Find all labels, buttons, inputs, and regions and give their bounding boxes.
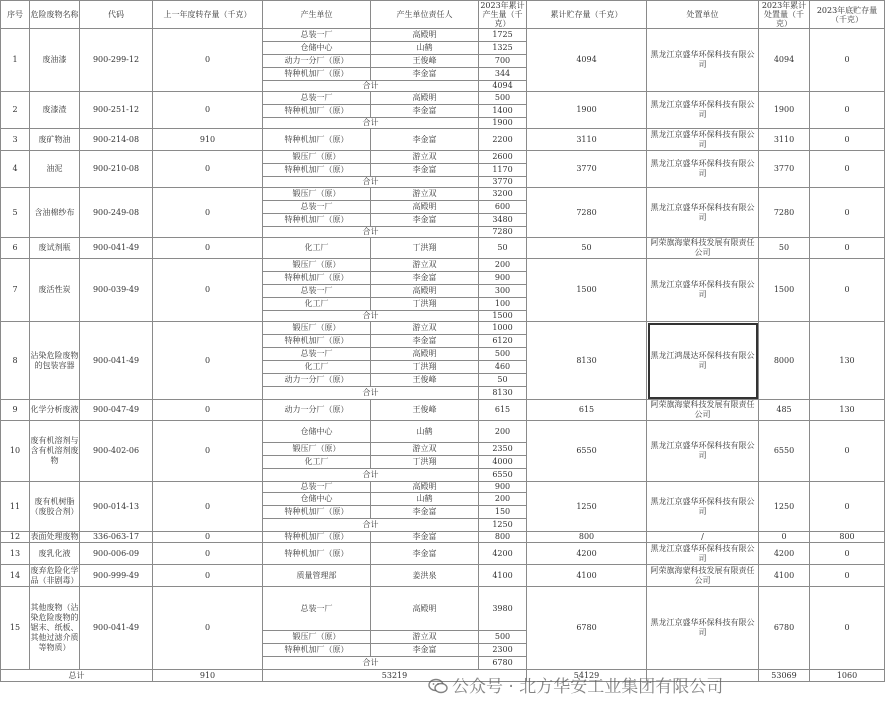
wechat-icon (428, 678, 448, 694)
responsible-person-cell: 姜洪泉 (371, 565, 479, 587)
generated-cell: 1000 (479, 322, 527, 335)
responsible-person-cell: 游立双 (371, 322, 479, 335)
waste-name-cell: 废有机树脂（废胶合剂） (30, 482, 80, 532)
prev-storage-cell: 910 (153, 129, 263, 151)
seq-cell: 9 (1, 400, 30, 421)
seq-cell: 14 (1, 565, 30, 587)
year-end-storage-cell: 130 (810, 322, 885, 400)
responsible-person-cell: 李金富 (371, 543, 479, 565)
waste-name-cell: 废矿物油 (30, 129, 80, 151)
responsible-person-cell: 山鹤 (371, 421, 479, 443)
generated-cell: 900 (479, 482, 527, 493)
table-row (1, 532, 885, 543)
generated-cell: 3200 (479, 188, 527, 201)
generated-cell: 615 (479, 400, 527, 421)
subtotal-label: 合计 (263, 311, 479, 322)
responsible-person-cell: 李金富 (371, 335, 479, 348)
code-cell: 900-210-08 (80, 151, 153, 188)
responsible-person-cell: 王俊峰 (371, 400, 479, 421)
subtotal-value: 6550 (479, 469, 527, 482)
producing-unit-cell: 特种机加厂（原） (263, 335, 371, 348)
disposal-unit-cell: 阿荣旗海蒙科技发展有限责任公司 (647, 400, 759, 421)
year-end-storage-cell: 0 (810, 151, 885, 188)
responsible-person-cell: 游立双 (371, 631, 479, 644)
subtotal-label: 合计 (263, 469, 479, 482)
table-row (1, 587, 885, 631)
responsible-person-cell: 高殿明 (371, 29, 479, 42)
generated-cell: 2300 (479, 644, 527, 657)
responsible-person-cell: 游立双 (371, 151, 479, 164)
table-row (1, 151, 885, 164)
producing-unit-cell: 特种机加厂（原） (263, 644, 371, 657)
generated-cell: 344 (479, 68, 527, 81)
generated-cell: 1725 (479, 29, 527, 42)
total-label: 总计 (1, 670, 153, 682)
year-end-storage-cell: 0 (810, 129, 885, 151)
header-waste-name: 危险废物名称 (30, 1, 80, 29)
generated-cell: 900 (479, 272, 527, 285)
subtotal-value: 3770 (479, 177, 527, 188)
generated-cell: 200 (479, 493, 527, 506)
generated-cell: 1325 (479, 42, 527, 55)
table-row (1, 259, 885, 272)
disposed-cell: 6550 (759, 421, 810, 482)
generated-cell: 2350 (479, 443, 527, 456)
producing-unit-cell: 特种机加厂（原） (263, 164, 371, 177)
producing-unit-cell: 化工厂 (263, 361, 371, 374)
disposal-unit-cell: 黑龙江京盛华环保科技有限公司 (647, 421, 759, 482)
prev-storage-cell: 0 (153, 238, 263, 259)
producing-unit-cell: 动力一分厂（原） (263, 400, 371, 421)
seq-cell: 13 (1, 543, 30, 565)
prev-storage-cell: 0 (153, 587, 263, 670)
header-responsible-person: 产生单位责任人 (371, 1, 479, 29)
producing-unit-cell: 特种机加厂（原） (263, 68, 371, 81)
header-row (1, 1, 885, 29)
waste-name-cell: 废油漆 (30, 29, 80, 92)
responsible-person-cell: 李金富 (371, 214, 479, 227)
header-cumulative-storage: 累计贮存量（千克） (527, 1, 647, 29)
generated-cell: 500 (479, 92, 527, 105)
responsible-person-cell: 高殿明 (371, 92, 479, 105)
disposed-cell: 6780 (759, 587, 810, 670)
producing-unit-cell: 总装一厂 (263, 587, 371, 631)
header-producing-unit: 产生单位 (263, 1, 371, 29)
producing-unit-cell: 锻压厂（原） (263, 151, 371, 164)
seq-cell: 2 (1, 92, 30, 129)
producing-unit-cell: 质量管理部 (263, 565, 371, 587)
seq-cell: 10 (1, 421, 30, 482)
generated-cell: 6120 (479, 335, 527, 348)
generated-cell: 700 (479, 55, 527, 68)
responsible-person-cell: 李金富 (371, 129, 479, 151)
producing-unit-cell: 动力一分厂（原） (263, 374, 371, 387)
table-row (1, 92, 885, 105)
producing-unit-cell: 仓储中心 (263, 42, 371, 55)
prev-storage-cell: 0 (153, 259, 263, 322)
disposal-unit-cell: 黑龙江京盛华环保科技有限公司 (647, 587, 759, 670)
producing-unit-cell: 锻压厂（原） (263, 631, 371, 644)
responsible-person-cell: 游立双 (371, 188, 479, 201)
responsible-person-cell: 李金富 (371, 506, 479, 519)
responsible-person-cell: 李金富 (371, 105, 479, 118)
cumulative-storage-cell: 1500 (527, 259, 647, 322)
prev-storage-cell: 0 (153, 482, 263, 532)
generated-cell: 500 (479, 631, 527, 644)
producing-unit-cell: 总装一厂 (263, 92, 371, 105)
disposed-cell: 485 (759, 400, 810, 421)
waste-name-cell: 废乳化液 (30, 543, 80, 565)
responsible-person-cell: 高殿明 (371, 587, 479, 631)
table-row (1, 29, 885, 42)
total-dispamt: 53069 (759, 670, 810, 682)
generated-cell: 100 (479, 298, 527, 311)
generated-cell: 200 (479, 421, 527, 443)
header-year-end-storage: 2023年底贮存量（千克） (810, 1, 885, 29)
table-row (1, 238, 885, 259)
disposed-cell: 4200 (759, 543, 810, 565)
prev-storage-cell: 0 (153, 565, 263, 587)
disposal-unit-cell: 黑龙江京盛华环保科技有限公司 (647, 129, 759, 151)
year-end-storage-cell: 0 (810, 29, 885, 92)
code-cell: 900-041-49 (80, 587, 153, 670)
header-disposal-unit: 处置单位 (647, 1, 759, 29)
producing-unit-cell: 锻压厂（原） (263, 188, 371, 201)
code-cell: 900-251-12 (80, 92, 153, 129)
waste-name-cell: 含油棉纱布 (30, 188, 80, 238)
waste-name-cell: 废活性炭 (30, 259, 80, 322)
responsible-person-cell: 丁洪翔 (371, 361, 479, 374)
code-cell: 900-999-49 (80, 565, 153, 587)
header-prev-storage: 上一年度转存量（千克） (153, 1, 263, 29)
code-cell: 900-047-49 (80, 400, 153, 421)
year-end-storage-cell: 0 (810, 482, 885, 532)
watermark (428, 672, 723, 697)
generated-cell: 800 (479, 532, 527, 543)
responsible-person-cell: 王俊峰 (371, 55, 479, 68)
code-cell: 900-402-06 (80, 421, 153, 482)
generated-cell: 150 (479, 506, 527, 519)
responsible-person-cell: 李金富 (371, 164, 479, 177)
seq-cell: 5 (1, 188, 30, 238)
producing-unit-cell: 动力一分厂（原） (263, 55, 371, 68)
generated-cell: 50 (479, 374, 527, 387)
code-cell: 900-041-49 (80, 322, 153, 400)
disposed-cell: 7280 (759, 188, 810, 238)
disposed-cell: 50 (759, 238, 810, 259)
disposed-cell: 4094 (759, 29, 810, 92)
seq-cell: 11 (1, 482, 30, 532)
generated-cell: 50 (479, 238, 527, 259)
table-row (1, 543, 885, 565)
code-cell: 336-063-17 (80, 532, 153, 543)
subtotal-label: 合计 (263, 118, 479, 129)
subtotal-label: 合计 (263, 387, 479, 400)
seq-cell: 6 (1, 238, 30, 259)
disposed-cell: 3770 (759, 151, 810, 188)
disposal-unit-cell: 黑龙江京盛华环保科技有限公司 (647, 188, 759, 238)
responsible-person-cell: 李金富 (371, 272, 479, 285)
subtotal-value: 8130 (479, 387, 527, 400)
disposed-cell: 1250 (759, 482, 810, 532)
responsible-person-cell: 高殿明 (371, 348, 479, 361)
producing-unit-cell: 特种机加厂（原） (263, 105, 371, 118)
seq-cell: 4 (1, 151, 30, 188)
cumulative-storage-cell: 1900 (527, 92, 647, 129)
code-cell: 900-006-09 (80, 543, 153, 565)
cumulative-storage-cell: 4200 (527, 543, 647, 565)
waste-name-cell: 废试剂瓶 (30, 238, 80, 259)
header-seq: 序号 (1, 1, 30, 29)
generated-cell: 300 (479, 285, 527, 298)
disposed-cell: 0 (759, 532, 810, 543)
waste-name-cell: 沾染危险废物的包装容器 (30, 322, 80, 400)
generated-cell: 200 (479, 259, 527, 272)
subtotal-label: 合计 (263, 81, 479, 92)
producing-unit-cell: 化工厂 (263, 456, 371, 469)
year-end-storage-cell: 800 (810, 532, 885, 543)
code-cell: 900-249-08 (80, 188, 153, 238)
responsible-person-cell: 王俊峰 (371, 374, 479, 387)
generated-cell: 460 (479, 361, 527, 374)
waste-name-cell: 油泥 (30, 151, 80, 188)
waste-name-cell: 化学分析废液 (30, 400, 80, 421)
subtotal-value: 4094 (479, 81, 527, 92)
generated-cell: 600 (479, 201, 527, 214)
producing-unit-cell: 化工厂 (263, 238, 371, 259)
disposal-unit-cell: 阿荣旗海蒙科技发展有限责任公司 (647, 565, 759, 587)
disposal-unit-cell: 黑龙江京盛华环保科技有限公司 (647, 482, 759, 532)
cumulative-storage-cell: 1250 (527, 482, 647, 532)
code-cell: 900-214-08 (80, 129, 153, 151)
generated-cell: 2600 (479, 151, 527, 164)
subtotal-value: 1900 (479, 118, 527, 129)
year-end-storage-cell: 130 (810, 400, 885, 421)
year-end-storage-cell: 0 (810, 259, 885, 322)
responsible-person-cell: 丁洪翔 (371, 456, 479, 469)
prev-storage-cell: 0 (153, 92, 263, 129)
watermark-text: 公众号 · 北方华安工业集团有限公司 (452, 677, 724, 697)
responsible-person-cell: 高殿明 (371, 285, 479, 298)
waste-name-cell: 其他废物（沾染危险废物的锯末、纸板、其他过滤介质等物质） (30, 587, 80, 670)
responsible-person-cell: 高殿明 (371, 201, 479, 214)
generated-cell: 4000 (479, 456, 527, 469)
producing-unit-cell: 锻压厂（原） (263, 443, 371, 456)
waste-name-cell: 废有机溶剂与含有机溶剂废物 (30, 421, 80, 482)
generated-cell: 4100 (479, 565, 527, 587)
producing-unit-cell: 锻压厂（原） (263, 322, 371, 335)
cumulative-storage-cell: 8130 (527, 322, 647, 400)
producing-unit-cell: 特种机加厂（原） (263, 214, 371, 227)
seq-cell: 15 (1, 587, 30, 670)
cumulative-storage-cell: 6780 (527, 587, 647, 670)
cumulative-storage-cell: 3110 (527, 129, 647, 151)
seq-cell: 7 (1, 259, 30, 322)
disposal-unit-cell: 黑龙江京盛华环保科技有限公司 (647, 29, 759, 92)
subtotal-label: 合计 (263, 657, 479, 670)
disposed-cell: 4100 (759, 565, 810, 587)
disposal-unit-cell: 黑龙江京盛华环保科技有限公司 (647, 92, 759, 129)
cumulative-storage-cell: 50 (527, 238, 647, 259)
table-row (1, 188, 885, 201)
responsible-person-cell: 李金富 (371, 68, 479, 81)
responsible-person-cell: 丁洪翔 (371, 298, 479, 311)
year-end-storage-cell: 0 (810, 421, 885, 482)
producing-unit-cell: 总装一厂 (263, 482, 371, 493)
code-cell: 900-014-13 (80, 482, 153, 532)
disposed-cell: 1900 (759, 92, 810, 129)
disposal-unit-cell: / (647, 532, 759, 543)
generated-cell: 3980 (479, 587, 527, 631)
year-end-storage-cell: 0 (810, 188, 885, 238)
table-row (1, 482, 885, 493)
producing-unit-cell: 特种机加厂（原） (263, 272, 371, 285)
year-end-storage-cell: 0 (810, 587, 885, 670)
total-cum: 54129 (527, 670, 647, 682)
prev-storage-cell: 0 (153, 400, 263, 421)
responsible-person-cell: 游立双 (371, 259, 479, 272)
producing-unit-cell: 总装一厂 (263, 285, 371, 298)
generated-cell: 2200 (479, 129, 527, 151)
waste-name-cell: 表面处理废物 (30, 532, 79, 541)
producing-unit-cell: 特种机加厂（原） (263, 506, 371, 519)
responsible-person-cell: 李金富 (371, 532, 479, 543)
generated-cell: 1170 (479, 164, 527, 177)
total-prev: 910 (153, 670, 263, 682)
seq-cell: 12 (1, 532, 30, 543)
cumulative-storage-cell: 3770 (527, 151, 647, 188)
producing-unit-cell: 仓储中心 (263, 421, 371, 443)
year-end-storage-cell: 0 (810, 92, 885, 129)
responsible-person-cell: 丁洪翔 (371, 238, 479, 259)
subtotal-label: 合计 (263, 177, 479, 188)
cumulative-storage-cell: 4100 (527, 565, 647, 587)
year-end-storage-cell: 0 (810, 543, 885, 565)
disposal-unit-cell: 黑龙江京盛华环保科技有限公司 (647, 259, 759, 322)
producing-unit-cell: 总装一厂 (263, 201, 371, 214)
prev-storage-cell: 0 (153, 151, 263, 188)
header-disposed-2023: 2023年累计处置量（千克） (759, 1, 810, 29)
seq-cell: 3 (1, 129, 30, 151)
table-row (1, 400, 885, 421)
disposal-unit-cell: 阿荣旗海蒙科技发展有限责任公司 (647, 238, 759, 259)
producing-unit-cell: 仓储中心 (263, 493, 371, 506)
prev-storage-cell: 0 (153, 29, 263, 92)
cumulative-storage-cell: 615 (527, 400, 647, 421)
prev-storage-cell: 0 (153, 532, 263, 543)
producing-unit-cell: 特种机加厂（原） (263, 543, 371, 565)
header-code: 代码 (80, 1, 153, 29)
subtotal-label: 合计 (263, 519, 479, 532)
disposal-unit-cell: 黑龙江京盛华环保科技有限公司 (647, 543, 759, 565)
table-row (1, 565, 885, 587)
code-cell: 900-299-12 (80, 29, 153, 92)
generated-cell: 3480 (479, 214, 527, 227)
total-gen: 53219 (263, 670, 527, 682)
year-end-storage-cell: 0 (810, 565, 885, 587)
disposed-cell: 3110 (759, 129, 810, 151)
responsible-person-cell: 高殿明 (371, 482, 479, 493)
generated-cell: 4200 (479, 543, 527, 565)
disposal-unit-cell: 黑龙江鸿晟达环保科技有限公司 (647, 322, 759, 400)
prev-storage-cell: 0 (153, 188, 263, 238)
responsible-person-cell: 游立双 (371, 443, 479, 456)
table-row (1, 129, 885, 151)
table-row (1, 322, 885, 335)
prev-storage-cell: 0 (153, 322, 263, 400)
responsible-person-cell: 李金富 (371, 644, 479, 657)
prev-storage-cell: 0 (153, 543, 263, 565)
producing-unit-cell: 锻压厂（原） (263, 259, 371, 272)
producing-unit-cell: 特种机加厂（原） (263, 129, 371, 151)
responsible-person-cell: 山鹤 (371, 493, 479, 506)
cumulative-storage-cell: 6550 (527, 421, 647, 482)
prev-storage-cell: 0 (153, 421, 263, 482)
waste-name-cell: 废弃危险化学品（非剧毒） (30, 565, 79, 585)
producing-unit-cell: 总装一厂 (263, 29, 371, 42)
code-cell: 900-039-49 (80, 259, 153, 322)
responsible-person-cell: 山鹤 (371, 42, 479, 55)
seq-cell: 1 (1, 29, 30, 92)
disposed-cell: 8000 (759, 322, 810, 400)
seq-cell: 8 (1, 322, 30, 400)
generated-cell: 500 (479, 348, 527, 361)
total-bal: 1060 (810, 670, 885, 682)
producing-unit-cell: 总装一厂 (263, 348, 371, 361)
waste-name-cell: 废漆渣 (30, 92, 80, 129)
subtotal-value: 1500 (479, 311, 527, 322)
table-row (1, 421, 885, 443)
subtotal-value: 6780 (479, 657, 527, 670)
subtotal-value: 7280 (479, 227, 527, 238)
subtotal-value: 1250 (479, 519, 527, 532)
disposed-cell: 1500 (759, 259, 810, 322)
producing-unit-cell: 化工厂 (263, 298, 371, 311)
cumulative-storage-cell: 4094 (527, 29, 647, 92)
generated-cell: 1400 (479, 105, 527, 118)
subtotal-label: 合计 (263, 227, 479, 238)
year-end-storage-cell: 0 (810, 238, 885, 259)
producing-unit-cell: 特种机加厂（原） (263, 532, 371, 543)
cumulative-storage-cell: 800 (527, 532, 647, 543)
code-cell: 900-041-49 (80, 238, 153, 259)
disposal-unit-cell: 黑龙江京盛华环保科技有限公司 (647, 151, 759, 188)
cumulative-storage-cell: 7280 (527, 188, 647, 238)
header-generated-2023: 2023年累计产生量（千克） (480, 1, 525, 28)
